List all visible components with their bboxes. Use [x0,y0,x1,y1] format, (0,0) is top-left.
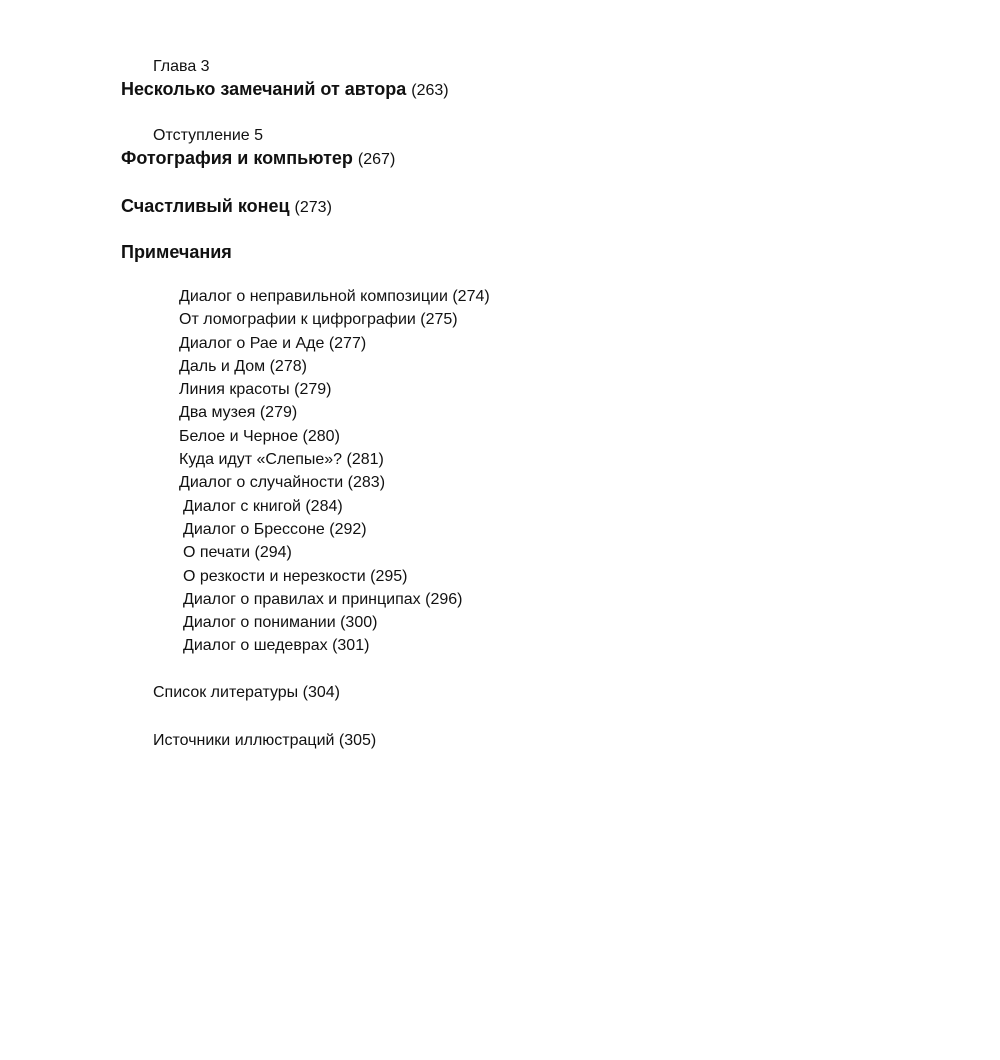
chapter-label: Глава 3 [153,58,210,75]
chapter-page: (263) [411,82,449,99]
note-text: Диалог о случайности (283) [179,474,386,492]
digression-title: Фотография и компьютер [121,148,353,168]
bibliography-entry: Список литературы (304) [153,684,340,701]
note-text: О печати (294) [183,544,292,562]
happy-end-heading [121,195,332,219]
digression-label: Отступление 5 [153,127,264,144]
note-text: Диалог о неправильной композиции (274) [179,288,490,305]
digression-page: (267) [357,151,396,168]
note-text: Диалог о Рае и Аде (277) [179,334,367,352]
note-text: Линия красоты (279) [179,381,332,399]
note-text: Диалог о Брессоне (292) [183,520,367,538]
note-text: Диалог о понимании (300) [183,614,378,632]
note-text: Диалог с книгой (284) [183,497,343,515]
illustration-sources-entry: Источники иллюстраций (305) [153,732,377,749]
note-text: Белое и Черное (280) [179,427,340,445]
happy-end-page: (273) [294,199,332,216]
note-text: Диалог о шедеврах (301) [183,637,370,655]
notes-heading-text: Примечания [121,242,232,262]
digression-heading [121,147,395,171]
note-text: О резкости и нерезкости (295) [183,567,408,585]
note-text: Два музея (279) [179,404,298,422]
chapter-heading [121,78,449,102]
note-text: От ломографии к цифрографии (275) [179,311,458,329]
note-text: Даль и Дом (278) [179,357,307,375]
happy-end-title: Счастливый конец [121,196,290,216]
notes-heading [121,241,232,263]
note-text: Диалог о правилах и принципах (296) [183,590,463,608]
note-text: Куда идут «Слепые»? (281) [179,451,384,469]
chapter-title: Несколько замечаний от автора [121,79,407,99]
